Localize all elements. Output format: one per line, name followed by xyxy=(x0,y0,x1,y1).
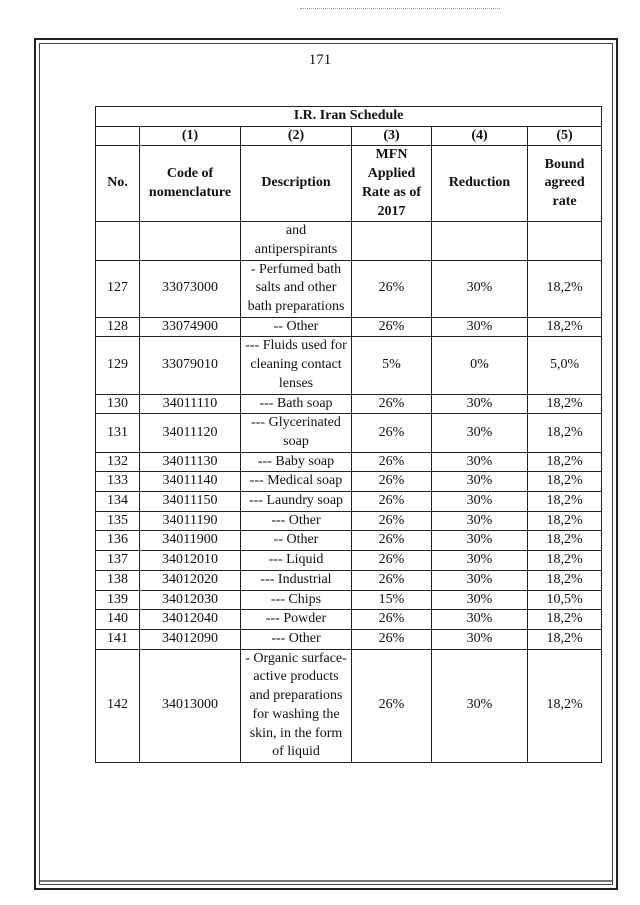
cell-reduction: 30% xyxy=(432,394,528,414)
cell-reduction: 30% xyxy=(432,317,528,337)
cell-reduction: 30% xyxy=(432,492,528,512)
cell-mfn: 15% xyxy=(352,590,432,610)
cell-reduction: 0% xyxy=(432,337,528,394)
cell-bound: 18,2% xyxy=(528,629,602,649)
cell-description: --- Powder xyxy=(241,610,352,630)
cell-no: 139 xyxy=(96,590,140,610)
cell-mfn: 26% xyxy=(352,260,432,317)
header-bound: Bound agreed rate xyxy=(528,146,602,222)
cell-description: --- Industrial xyxy=(241,570,352,590)
cell-bound: 18,2% xyxy=(528,260,602,317)
cell-no: 136 xyxy=(96,531,140,551)
cell-mfn: 26% xyxy=(352,570,432,590)
column-number-row xyxy=(96,126,602,146)
table-title-row xyxy=(96,107,602,127)
cell-no: 141 xyxy=(96,629,140,649)
table-row xyxy=(96,511,602,531)
cell-reduction: 30% xyxy=(432,511,528,531)
cell-reduction: 30% xyxy=(432,260,528,317)
cell-mfn: 26% xyxy=(352,452,432,472)
cell-code: 34011140 xyxy=(140,472,241,492)
cell-bound: 18,2% xyxy=(528,492,602,512)
cell-reduction: 30% xyxy=(432,570,528,590)
header-no: No. xyxy=(96,146,140,222)
cell-reduction: 30% xyxy=(432,629,528,649)
cell-code: 34012010 xyxy=(140,551,241,571)
cell-mfn: 26% xyxy=(352,492,432,512)
cell-description: --- Liquid xyxy=(241,551,352,571)
cell-reduction: 30% xyxy=(432,531,528,551)
table-row xyxy=(96,551,602,571)
cell-no: 131 xyxy=(96,414,140,452)
cell-description: --- Glycerinated soap xyxy=(241,414,352,452)
table-row xyxy=(96,472,602,492)
cell-reduction: 30% xyxy=(432,590,528,610)
cell-mfn: 26% xyxy=(352,649,432,762)
scan-artifact xyxy=(300,8,500,12)
cell-description: --- Baby soap xyxy=(241,452,352,472)
cell-code: 34011110 xyxy=(140,394,241,414)
cell-code: 34011150 xyxy=(140,492,241,512)
cell-mfn xyxy=(352,222,432,260)
cell-reduction: 30% xyxy=(432,610,528,630)
col-number-1: (1) xyxy=(140,126,241,146)
cell-mfn: 26% xyxy=(352,472,432,492)
cell-description: -- Other xyxy=(241,531,352,551)
cell-bound: 18,2% xyxy=(528,570,602,590)
header-code: Code of nomenclature xyxy=(140,146,241,222)
cell-bound: 18,2% xyxy=(528,452,602,472)
table-row xyxy=(96,260,602,317)
cell-reduction: 30% xyxy=(432,472,528,492)
cell-code: 34011190 xyxy=(140,511,241,531)
table-row xyxy=(96,590,602,610)
cell-bound: 5,0% xyxy=(528,337,602,394)
header-reduction: Reduction xyxy=(432,146,528,222)
schedule-table xyxy=(95,106,602,763)
cell-code xyxy=(140,222,241,260)
col-number-5: (5) xyxy=(528,126,602,146)
cell-code: 34011120 xyxy=(140,414,241,452)
cell-no: 137 xyxy=(96,551,140,571)
table-row xyxy=(96,531,602,551)
cell-code: 34011130 xyxy=(140,452,241,472)
cell-no: 138 xyxy=(96,570,140,590)
cell-mfn: 26% xyxy=(352,551,432,571)
cell-bound: 18,2% xyxy=(528,649,602,762)
header-row xyxy=(96,146,602,222)
cell-description: --- Chips xyxy=(241,590,352,610)
table-row xyxy=(96,570,602,590)
cell-description: --- Fluids used for cleaning contact lenses xyxy=(241,337,352,394)
cell-reduction: 30% xyxy=(432,551,528,571)
cell-code: 34012090 xyxy=(140,629,241,649)
cell-no: 135 xyxy=(96,511,140,531)
cell-no: 142 xyxy=(96,649,140,762)
cell-reduction: 30% xyxy=(432,452,528,472)
cell-description: --- Medical soap xyxy=(241,472,352,492)
cell-bound: 18,2% xyxy=(528,317,602,337)
cell-reduction xyxy=(432,222,528,260)
cell-mfn: 26% xyxy=(352,629,432,649)
cell-mfn: 5% xyxy=(352,337,432,394)
table-row xyxy=(96,452,602,472)
cell-code: 34012040 xyxy=(140,610,241,630)
cell-bound: 18,2% xyxy=(528,511,602,531)
col-number-2: (2) xyxy=(241,126,352,146)
cell-description: --- Bath soap xyxy=(241,394,352,414)
cell-bound: 18,2% xyxy=(528,531,602,551)
cell-bound: 18,2% xyxy=(528,610,602,630)
cell-bound: 10,5% xyxy=(528,590,602,610)
cell-no: 134 xyxy=(96,492,140,512)
cell-description: - Perfumed bath salts and other bath preparations xyxy=(241,260,352,317)
cell-code: 34011900 xyxy=(140,531,241,551)
cell-mfn: 26% xyxy=(352,531,432,551)
table-row xyxy=(96,649,602,762)
cell-code: 34013000 xyxy=(140,649,241,762)
table-row xyxy=(96,610,602,630)
cell-code: 34012030 xyxy=(140,590,241,610)
cell-mfn: 26% xyxy=(352,414,432,452)
table-row xyxy=(96,317,602,337)
cell-bound: 18,2% xyxy=(528,551,602,571)
table-body xyxy=(96,222,602,763)
cell-no: 140 xyxy=(96,610,140,630)
cell-mfn: 26% xyxy=(352,511,432,531)
page-number: 171 xyxy=(308,52,332,68)
cell-description: and antiperspirants xyxy=(241,222,352,260)
cell-no xyxy=(96,222,140,260)
cell-mfn: 26% xyxy=(352,610,432,630)
table-title: I.R. Iran Schedule xyxy=(96,107,602,127)
table-row xyxy=(96,394,602,414)
cell-bound: 18,2% xyxy=(528,414,602,452)
cell-bound xyxy=(528,222,602,260)
cell-no: 130 xyxy=(96,394,140,414)
cell-no: 129 xyxy=(96,337,140,394)
cell-description: --- Laundry soap xyxy=(241,492,352,512)
cell-description: --- Other xyxy=(241,629,352,649)
cell-description: --- Other xyxy=(241,511,352,531)
cell-no: 127 xyxy=(96,260,140,317)
table-row xyxy=(96,222,602,260)
cell-mfn: 26% xyxy=(352,317,432,337)
header-description: Description xyxy=(241,146,352,222)
cell-code: 34012020 xyxy=(140,570,241,590)
header-mfn: MFN Applied Rate as of 2017 xyxy=(352,146,432,222)
cell-description: - Organic surface-active products and preparations for washing the skin, in the form of liquid xyxy=(241,649,352,762)
cell-reduction: 30% xyxy=(432,414,528,452)
cell-code: 33079010 xyxy=(140,337,241,394)
cell-no: 133 xyxy=(96,472,140,492)
table-row xyxy=(96,629,602,649)
bottom-rule xyxy=(40,880,612,882)
cell-no: 128 xyxy=(96,317,140,337)
col-number-no xyxy=(96,126,140,146)
cell-description: -- Other xyxy=(241,317,352,337)
table-row xyxy=(96,337,602,394)
cell-reduction: 30% xyxy=(432,649,528,762)
cell-no: 132 xyxy=(96,452,140,472)
cell-bound: 18,2% xyxy=(528,394,602,414)
table-row xyxy=(96,414,602,452)
col-number-3: (3) xyxy=(352,126,432,146)
cell-code: 33073000 xyxy=(140,260,241,317)
table-row xyxy=(96,492,602,512)
cell-code: 33074900 xyxy=(140,317,241,337)
cell-mfn: 26% xyxy=(352,394,432,414)
cell-bound: 18,2% xyxy=(528,472,602,492)
col-number-4: (4) xyxy=(432,126,528,146)
